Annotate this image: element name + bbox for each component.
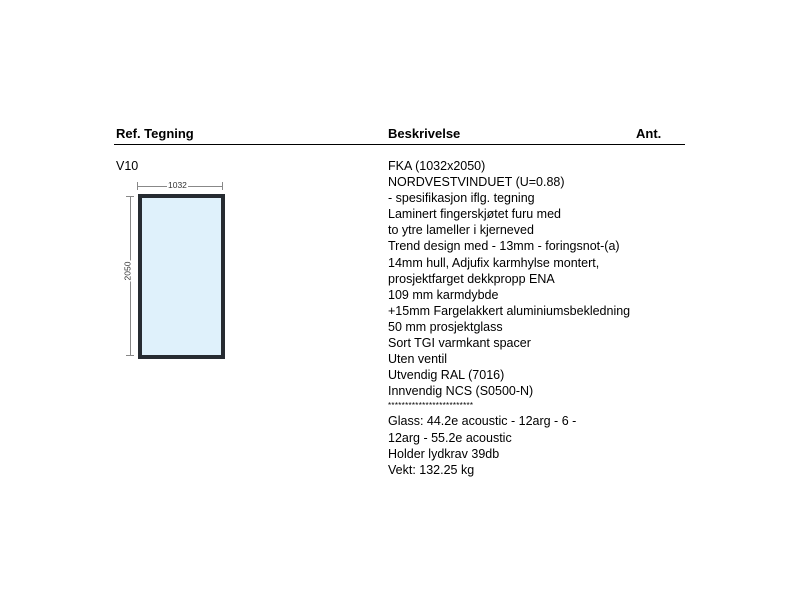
height-dimension-label: 2050: [122, 261, 133, 281]
glass-line: Glass: 44.2e acoustic - 12arg - 6 -: [388, 414, 577, 429]
width-dimension: [137, 181, 223, 191]
desc-line: Laminert fingerskjøtet furu med: [388, 207, 561, 222]
desc-line: +15mm Fargelakkert aluminiumsbekledning: [388, 303, 631, 318]
desc-line: 50 mm prosjektglass: [388, 319, 503, 334]
glass-line: Holder lydkrav 39db: [388, 446, 500, 461]
desc-line: prosjektfarget dekkpropp ENA: [388, 271, 555, 286]
header-description: Beskrivelse: [388, 126, 461, 141]
separator-stars: *************************: [388, 401, 474, 411]
desc-line: Sort TGI varmkant spacer: [388, 336, 531, 351]
item-description: [388, 158, 688, 478]
header-divider: [114, 144, 685, 145]
header-ref-drawing: Ref. Tegning: [116, 126, 194, 141]
glass-line: 12arg - 55.2e acoustic: [388, 430, 512, 445]
desc-line: Utvendig RAL (7016): [388, 368, 505, 383]
item-ref: V10: [116, 159, 139, 173]
height-dimension: [122, 196, 135, 356]
desc-line: FKA (1032x2050): [388, 159, 486, 173]
desc-line: - spesifikasjon iflg. tegning: [388, 191, 535, 206]
window-drawing: [138, 194, 225, 359]
desc-line: NORDVESTVINDUET (U=0.88): [388, 175, 565, 190]
desc-line: Uten ventil: [388, 352, 448, 367]
width-dimension-label: 1032: [168, 180, 187, 190]
header-quantity: Ant.: [636, 126, 662, 141]
desc-line: Innvendig NCS (S0500-N): [388, 384, 534, 399]
desc-line: Trend design med - 13mm - foringsnot-(a): [388, 239, 620, 254]
desc-line: 14mm hull, Adjufix karmhylse montert,: [388, 255, 600, 270]
glass-line: Vekt: 132.25 kg: [388, 462, 475, 477]
desc-line: 109 mm karmdybde: [388, 287, 499, 302]
desc-line: to ytre lameller i kjerneved: [388, 223, 534, 238]
